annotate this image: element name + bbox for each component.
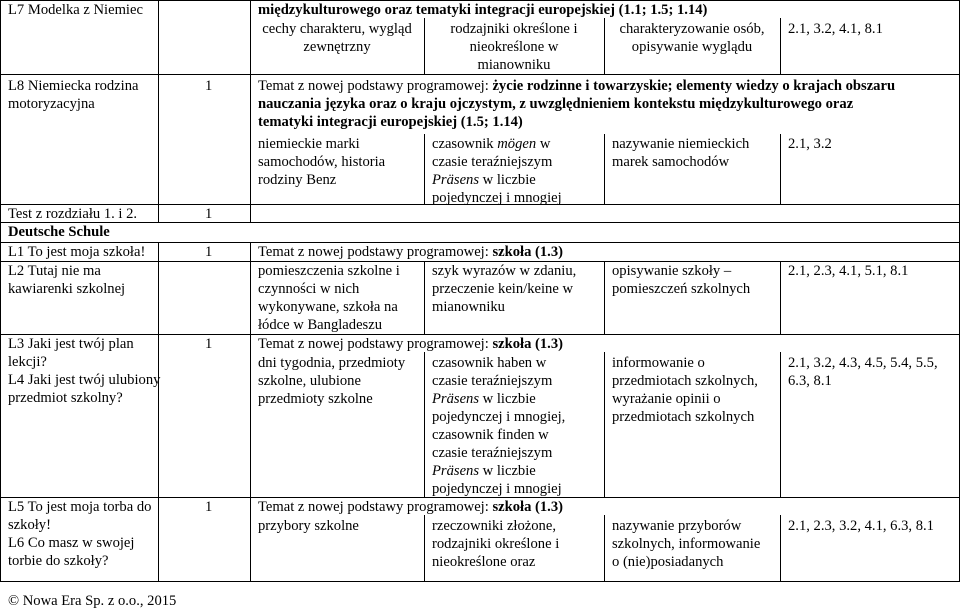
copyright-footer: © Nowa Era Sp. z o.o., 2015 xyxy=(8,593,177,609)
lesson-line: L2 Tutaj nie ma xyxy=(8,263,101,279)
col-grammar-e xyxy=(604,515,605,582)
topic-line: nauczania języka oraz o kraju ojczystym, z uwzględnieniem kontekstu międzykulturowego oraz xyxy=(258,96,854,112)
col-content-b xyxy=(424,134,425,204)
lesson-line: L4 Jaki jest twój ulubiony xyxy=(8,372,161,388)
grammar-line xyxy=(432,171,562,189)
lesson-title: L1 To jest moja szkoła! xyxy=(8,244,146,260)
topic-prefix: Temat z nowej podstawy programowej: xyxy=(258,499,493,515)
topic-bold: szkoła xyxy=(492,499,532,515)
grammar-line: pojedynczej i mnogiej xyxy=(432,481,562,497)
col-grammar-c xyxy=(604,261,605,334)
col-content-e xyxy=(424,515,425,582)
grammar-italic: mögen xyxy=(497,136,537,152)
topic-text: międzykulturowego oraz tematyki integracji europejskiej (1.1; 1.5; 1.14) xyxy=(258,2,708,18)
topic-line: tematyki integracji europejskiej (1.5; 1.14) xyxy=(258,114,523,130)
content-line: zewnętrzny xyxy=(303,39,371,55)
hours-count: 1 xyxy=(205,78,213,94)
functions-line: nazywanie niemieckich xyxy=(612,136,750,152)
content-line: wykonywane, szkoła na xyxy=(258,299,398,315)
functions-line: o (nie)posiadanych xyxy=(612,554,724,570)
grammar-line: nieokreślone w xyxy=(469,39,559,55)
hours-count: 1 xyxy=(205,244,213,260)
grammar-line xyxy=(432,390,565,408)
col-functions-c xyxy=(780,261,781,334)
functions-line: marek samochodów xyxy=(612,154,730,170)
functions-line: charakteryzowanie osób, xyxy=(619,21,765,37)
col-lesson-2 xyxy=(158,242,159,582)
functions-line: wyrażanie opinii o xyxy=(612,391,721,407)
topic-suffix: (1.3) xyxy=(531,499,563,515)
col-functions-b xyxy=(780,134,781,204)
grammar-text xyxy=(424,20,604,74)
hours-count: 1 xyxy=(205,206,213,222)
col-functions-a xyxy=(780,18,781,74)
grammar-span: w liczbie xyxy=(479,391,536,407)
topic-text xyxy=(258,77,895,131)
grammar-line: czasie teraźniejszym xyxy=(432,445,553,461)
rule-l8 xyxy=(0,74,960,75)
content-text xyxy=(250,20,424,56)
grammar-italic: Präsens xyxy=(432,172,480,188)
grammar-line: czasownik haben w xyxy=(432,355,547,371)
grammar-line: czasownik finden w xyxy=(432,427,549,443)
rule-section xyxy=(0,222,960,223)
topic-text xyxy=(258,498,563,516)
grammar-line: szyk wyrazów w zdaniu, xyxy=(432,263,577,279)
content-text xyxy=(258,262,400,334)
lesson-line: przedmiot szkolny? xyxy=(8,390,123,406)
lesson-line: motoryzacyjna xyxy=(8,96,95,112)
content-line: czynności w nich xyxy=(258,281,360,297)
lesson-line: torbie do szkoły? xyxy=(8,553,109,569)
col-lesson xyxy=(158,0,159,222)
topic-prefix: Temat z nowej podstawy programowej: xyxy=(258,244,493,260)
topic-suffix: (1.3) xyxy=(531,244,563,260)
topic-text xyxy=(258,243,563,261)
functions-text xyxy=(604,20,780,56)
grammar-line xyxy=(432,135,562,153)
col-content-c xyxy=(424,261,425,334)
col-left-edge xyxy=(0,0,1,582)
content-text xyxy=(258,135,385,189)
functions-text xyxy=(612,135,749,171)
content-line: dni tygodnia, przedmioty xyxy=(258,355,406,371)
functions-line: pomieszczeń szkolnych xyxy=(612,281,751,297)
grammar-text xyxy=(432,354,565,498)
requirements-text: 2.1, 2.3, 4.1, 5.1, 8.1 xyxy=(788,263,909,279)
grammar-line: rodzajniki określone i xyxy=(432,536,560,552)
grammar-line: pojedynczej i mnogiej xyxy=(432,190,562,206)
requirements-text xyxy=(788,354,938,390)
rule-bottom xyxy=(0,581,960,582)
lesson-title xyxy=(8,77,138,113)
grammar-italic: Präsens xyxy=(432,391,480,407)
requirements-line: 2.1, 3.2, 4.3, 4.5, 5.4, 5.5, xyxy=(788,355,938,371)
lesson-title xyxy=(8,262,125,298)
col-content-d xyxy=(424,352,425,497)
requirements-text: 2.1, 3.2 xyxy=(788,136,832,152)
content-line: przedmioty szkolne xyxy=(258,391,373,407)
content-line: samochodów, historia xyxy=(258,154,386,170)
content-line: rodziny Benz xyxy=(258,172,337,188)
grammar-text xyxy=(432,262,576,316)
functions-line: przedmiotach szkolnych, xyxy=(612,373,758,389)
lesson-title xyxy=(8,335,160,407)
functions-text xyxy=(612,517,760,571)
grammar-line: rodzajniki określone i xyxy=(450,21,578,37)
lesson-line: szkoły! xyxy=(8,517,51,533)
functions-line: przedmiotach szkolnych xyxy=(612,409,755,425)
col-hours-2 xyxy=(250,242,251,582)
topic-bold: szkoła xyxy=(492,336,532,352)
col-grammar-d xyxy=(604,352,605,497)
grammar-text xyxy=(432,517,559,571)
functions-line: informowanie o xyxy=(612,355,705,371)
lesson-line: L5 To jest moja torba do xyxy=(8,499,152,515)
functions-line: opisywanie szkoły – xyxy=(612,263,732,279)
lesson-title xyxy=(8,498,151,570)
col-functions-e xyxy=(780,515,781,582)
functions-text xyxy=(612,262,750,298)
lesson-line: L6 Co masz w swojej xyxy=(8,535,135,551)
hours-count: 1 xyxy=(205,499,213,515)
grammar-line: rzeczowniki złożone, xyxy=(432,518,556,534)
hours-count: 1 xyxy=(205,336,213,352)
topic-line xyxy=(258,77,895,95)
content-line: pomieszczenia szkolne i xyxy=(258,263,400,279)
functions-line: opisywanie wyglądu xyxy=(631,39,753,55)
topic-suffix: (1.3) xyxy=(531,336,563,352)
grammar-span: w liczbie xyxy=(479,463,536,479)
content-line: szkolne, ulubione xyxy=(258,373,361,389)
grammar-span: czasownik xyxy=(432,136,498,152)
topic-prefix: Temat z nowej podstawy programowej: xyxy=(258,78,493,94)
grammar-line: mianowniku xyxy=(432,299,505,315)
topic-bold: szkoła xyxy=(492,244,532,260)
functions-line: szkolnych, informowanie xyxy=(612,536,761,552)
topic-prefix: Temat z nowej podstawy programowej: xyxy=(258,336,493,352)
content-line: niemieckie marki xyxy=(258,136,360,152)
lesson-line: lekcji? xyxy=(8,354,47,370)
grammar-line: czasie teraźniejszym xyxy=(432,373,553,389)
lesson-line: L8 Niemiecka rodzina xyxy=(8,78,139,94)
functions-text xyxy=(612,354,758,426)
grammar-line: nieokreślone oraz xyxy=(432,554,536,570)
content-text xyxy=(258,354,405,408)
grammar-line xyxy=(432,462,565,480)
grammar-span: w xyxy=(536,136,551,152)
grammar-line: pojedynczej i mnogiej, xyxy=(432,409,566,425)
grammar-line: przeczenie kein/keine w xyxy=(432,281,573,297)
lesson-line: L3 Jaki jest twój plan xyxy=(8,336,134,352)
section-heading: Deutsche Schule xyxy=(8,224,110,240)
lesson-title: L7 Modelka z Niemiec xyxy=(8,2,143,18)
grammar-text xyxy=(432,135,562,207)
grammar-line: mianowniku xyxy=(477,57,551,73)
content-text: przybory szkolne xyxy=(258,518,359,534)
test-label: Test z rozdziału 1. i 2. xyxy=(8,206,138,222)
requirements-line: 6.3, 8.1 xyxy=(788,373,832,389)
topic-text xyxy=(258,335,563,353)
col-grammar-b xyxy=(604,134,605,204)
content-line: cechy charakteru, wygląd xyxy=(262,21,412,37)
grammar-span: w liczbie xyxy=(479,172,536,188)
lesson-line: kawiarenki szkolnej xyxy=(8,281,126,297)
requirements-text: 2.1, 3.2, 4.1, 8.1 xyxy=(788,21,883,37)
requirements-text: 2.1, 2.3, 3.2, 4.1, 6.3, 8.1 xyxy=(788,518,934,534)
topic-bold: życie rodzinne i towarzyskie; elementy wiedzy o krajach obszaru xyxy=(492,78,896,94)
functions-line: nazywanie przyborów xyxy=(612,518,742,534)
col-functions-d xyxy=(780,352,781,497)
grammar-italic: Präsens xyxy=(432,463,480,479)
grammar-line: czasie teraźniejszym xyxy=(432,154,553,170)
content-line: łódce w Bangladeszu xyxy=(258,317,383,333)
